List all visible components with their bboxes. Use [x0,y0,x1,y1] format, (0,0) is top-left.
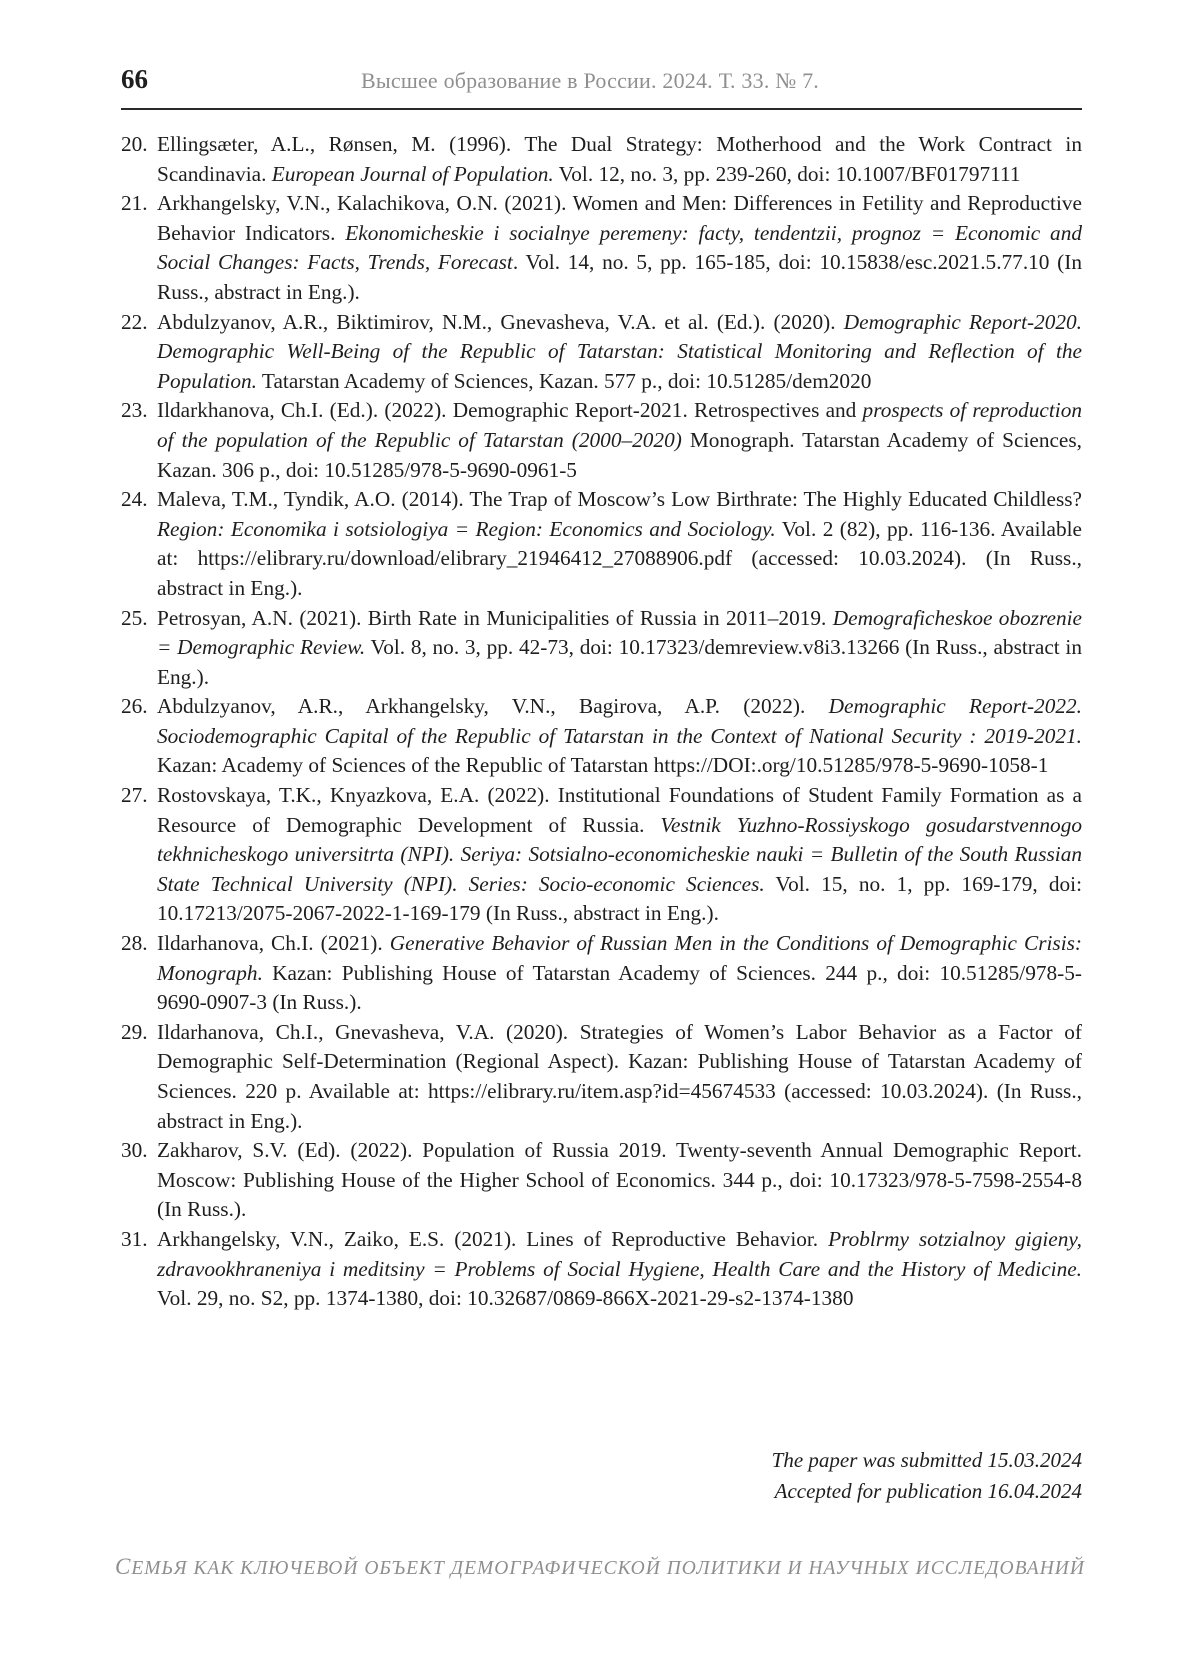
footer-initial: С [115,1554,132,1579]
reference-source-title: Vestnik Yuzhno-Rossiyskogo gosudarstvennogo tekhnicheskogo universitrta (NPI). Seriya: Sotsialno-economicheskie nauki = Bulletin of the South Russian State Technical University (NPI). Series: Socio-economic Sciences. [157,812,1082,896]
reference-text [157,1018,1082,1136]
reference-source-title: Generative Behavior of Russian Men in the Conditions of Demographic Crisis: Monograph. [157,931,1082,985]
reference-text-segment: Ildarkhanova, Ch.I. (Ed.). (2022). Demographic Report-2021. Retrospectives and [157,398,863,423]
reference-text [157,485,1082,603]
reference-text-segment: Vol. 8, no. 3, pp. 42-73, doi: 10.17323/demreview.v8i3.13266 (In Russ., abstract in Eng.). [157,635,1082,689]
reference-number: 27. [121,783,148,808]
reference-text-segment: Petrosyan, A.N. (2021). Birth Rate in Municipalities of Russia in 2011–2019. [157,605,833,630]
reference-source-title: Ekonomicheskie i socialnye peremeny: facty, tendentzii, prognoz = Economic and Social Changes: Facts, Trends, Forecast [157,220,1082,275]
reference-number: 24. [121,487,148,512]
reference-text-segment: Maleva, T.M., Tyndik, A.O. (2014). The Trap of Moscow’s Low Birthrate: The Highly Educated Childless? [157,487,1082,512]
reference-number: 31. [121,1226,148,1251]
page-footer [0,1554,1200,1580]
reference-item [121,189,1082,307]
reference-number: 30. [121,1138,148,1163]
reference-item [121,604,1082,693]
reference-source-title: Demographic Report-2020. Demographic Well-Being of the Republic of Tatarstan: Statistical Monitoring and Reflection of the Population. [157,309,1082,393]
reference-text-segment: . Vol. 14, no. 5, pp. 165-185, doi: 10.15838/esc.2021.5.77.10 (In Russ., abstract in Eng.). [157,250,1082,304]
submitted-date: The paper was submitted 15.03.2024 [771,1448,1082,1472]
page-header [121,62,1082,110]
journal-running-title: Высшее образование в России. 2024. Т. 33. № 7. [361,68,820,93]
reference-text-segment: Arkhangelsky, V.N., Kalachikova, O.N. (2021). Women and Men: Differences in Fetility and Reproductive Behavior Indicators. [157,191,1082,245]
reference-text-segment: Arkhangelsky, V.N., Zaiko, E.S. (2021). Lines of Reproductive Behavior. [157,1226,829,1251]
reference-source-title: Demograficheskoe obozrenie = Demographic Review. [157,605,1083,660]
reference-text-segment: Rostovskaya, T.K., Knyazkova, E.A. (2022). Institutional Foundations of Student Family Formation as a Resource of Demographic Development of Russia. [157,783,1082,837]
reference-number: 29. [121,1019,148,1044]
reference-item [121,1136,1082,1225]
reference-item [121,692,1082,781]
reference-text [157,929,1082,1018]
reference-text [157,604,1082,693]
reference-text [157,1136,1082,1225]
reference-item [121,485,1082,603]
reference-number: 21. [121,191,148,216]
reference-text-segment: Vol. 29, no. S2, pp. 1374-1380, doi: 10.32687/0869-866X-2021-29-s2-1374-1380 [157,1286,854,1311]
reference-text-segment: Tatarstan Academy of Sciences, Kazan. 577 p., doi: 10.51285/dem2020 [256,368,872,393]
reference-text-segment: Ellingsæter, A.L., Rønsen, M. (1996). The Dual Strategy: Motherhood and the Work Contract in Scandinavia. [157,132,1082,186]
reference-source-title: prospects of reproduction of the population of the Republic of Tatarstan (2000–2020) [157,398,1082,452]
reference-number: 25. [121,605,148,630]
reference-source-title: Region: Economika i sotsiologiya = Region: Economics and Sociology. [157,516,776,541]
reference-number: 20. [121,132,148,156]
reference-text-segment: Monograph. Tatarstan Academy of Sciences, Kazan. 306 p., doi: 10.51285/978-5-9690-0961-5 [157,427,1082,482]
reference-text [157,1225,1082,1314]
reference-source-title: Demographic Report-2022. Sociodemographic Capital of the Republic of Tatarstan in the Context of National Security : 2019-2021. [157,694,1082,748]
reference-list [121,130,1082,1314]
reference-text-segment: Vol. 15, no. 1, pp. 169-179, doi: 10.17213/2075-2067-2022-1-169-179 (In Russ., abstract in Eng.). [157,871,1082,926]
reference-text-segment: Vol. 12, no. 3, pp. 239-260, doi: 10.1007/BF01797111 [553,161,1021,186]
reference-text-segment: Kazan: Academy of Sciences of the Republic of Tatarstan https://DOI:.org/10.51285/978-5-9690-1058-1 [157,753,1049,778]
reference-number: 26. [121,694,148,719]
page-number: 66 [121,64,148,94]
reference-item [121,1018,1082,1136]
reference-item [121,308,1082,397]
footer-section-title: ЕМЬЯ КАК КЛЮЧЕВОЙ ОБЪЕКТ ДЕМОГРАФИЧЕСКОЙ ПОЛИТИКИ И НАУЧНЫХ ИССЛЕДОВАНИЙ [131,1558,1085,1579]
reference-item [121,130,1082,189]
reference-source-title: European Journal of Population. [271,161,554,186]
reference-number: 28. [121,931,148,956]
reference-number: 23. [121,398,148,423]
accepted-date: Accepted for publication 16.04.2024 [774,1479,1082,1503]
reference-text-segment: Ildarhanova, Ch.I., Gnevasheva, V.A. (2020). Strategies of Women’s Labor Behavior as a Factor of Demographic Self-Determination (Regional Aspect). Kazan: Publishing House of Tatarstan Academy of Sciences. 220 p. Available at: https://elibrary.ru/item.asp?id=45674533 (accessed: 10.03.2024). (In Russ., abstract in Eng.). [157,1019,1082,1133]
reference-source-title: Problrmy sotzialnoy gigieny, zdravookhraneniya i meditsiny = Problems of Social Hygiene, Health Care and the History of Medicine. [157,1226,1082,1281]
reference-item [121,396,1082,485]
reference-text [157,781,1082,929]
reference-text [157,692,1082,781]
reference-text [157,308,1082,397]
reference-text [157,396,1082,485]
reference-text [157,189,1082,307]
reference-item [121,929,1082,1018]
reference-item [121,1225,1082,1314]
reference-item [121,781,1082,929]
reference-text-segment: Ildarhanova, Ch.I. (2021). [157,931,390,956]
reference-text-segment: Abdulzyanov, A.R., Biktimirov, N.M., Gnevasheva, V.A. et al. (Ed.). (2020). [157,309,844,334]
reference-text-segment: Vol. 2 (82), pp. 116-136. Available at: https://elibrary.ru/download/elibrary_21946412_27088906.pdf (accessed: 10.03.2024). (In Russ., abstract in Eng.). [157,516,1082,600]
submission-dates [772,1445,1082,1507]
reference-text-segment: Zakharov, S.V. (Ed). (2022). Population of Russia 2019. Twenty-seventh Annual Demographic Report. Moscow: Publishing House of the Higher School of Economics. 344 p., doi: 10.17323/978-5-7598-2554-8 (In Russ.). [157,1138,1082,1222]
reference-text-segment: Abdulzyanov, A.R., Arkhangelsky, V.N., Bagirova, A.P. (2022). [157,694,829,719]
reference-text [157,130,1082,189]
reference-text-segment: Kazan: Publishing House of Tatarstan Academy of Sciences. 244 p., doi: 10.51285/978-5-9690-0907-3 (In Russ.). [157,960,1082,1015]
reference-number: 22. [121,309,148,334]
